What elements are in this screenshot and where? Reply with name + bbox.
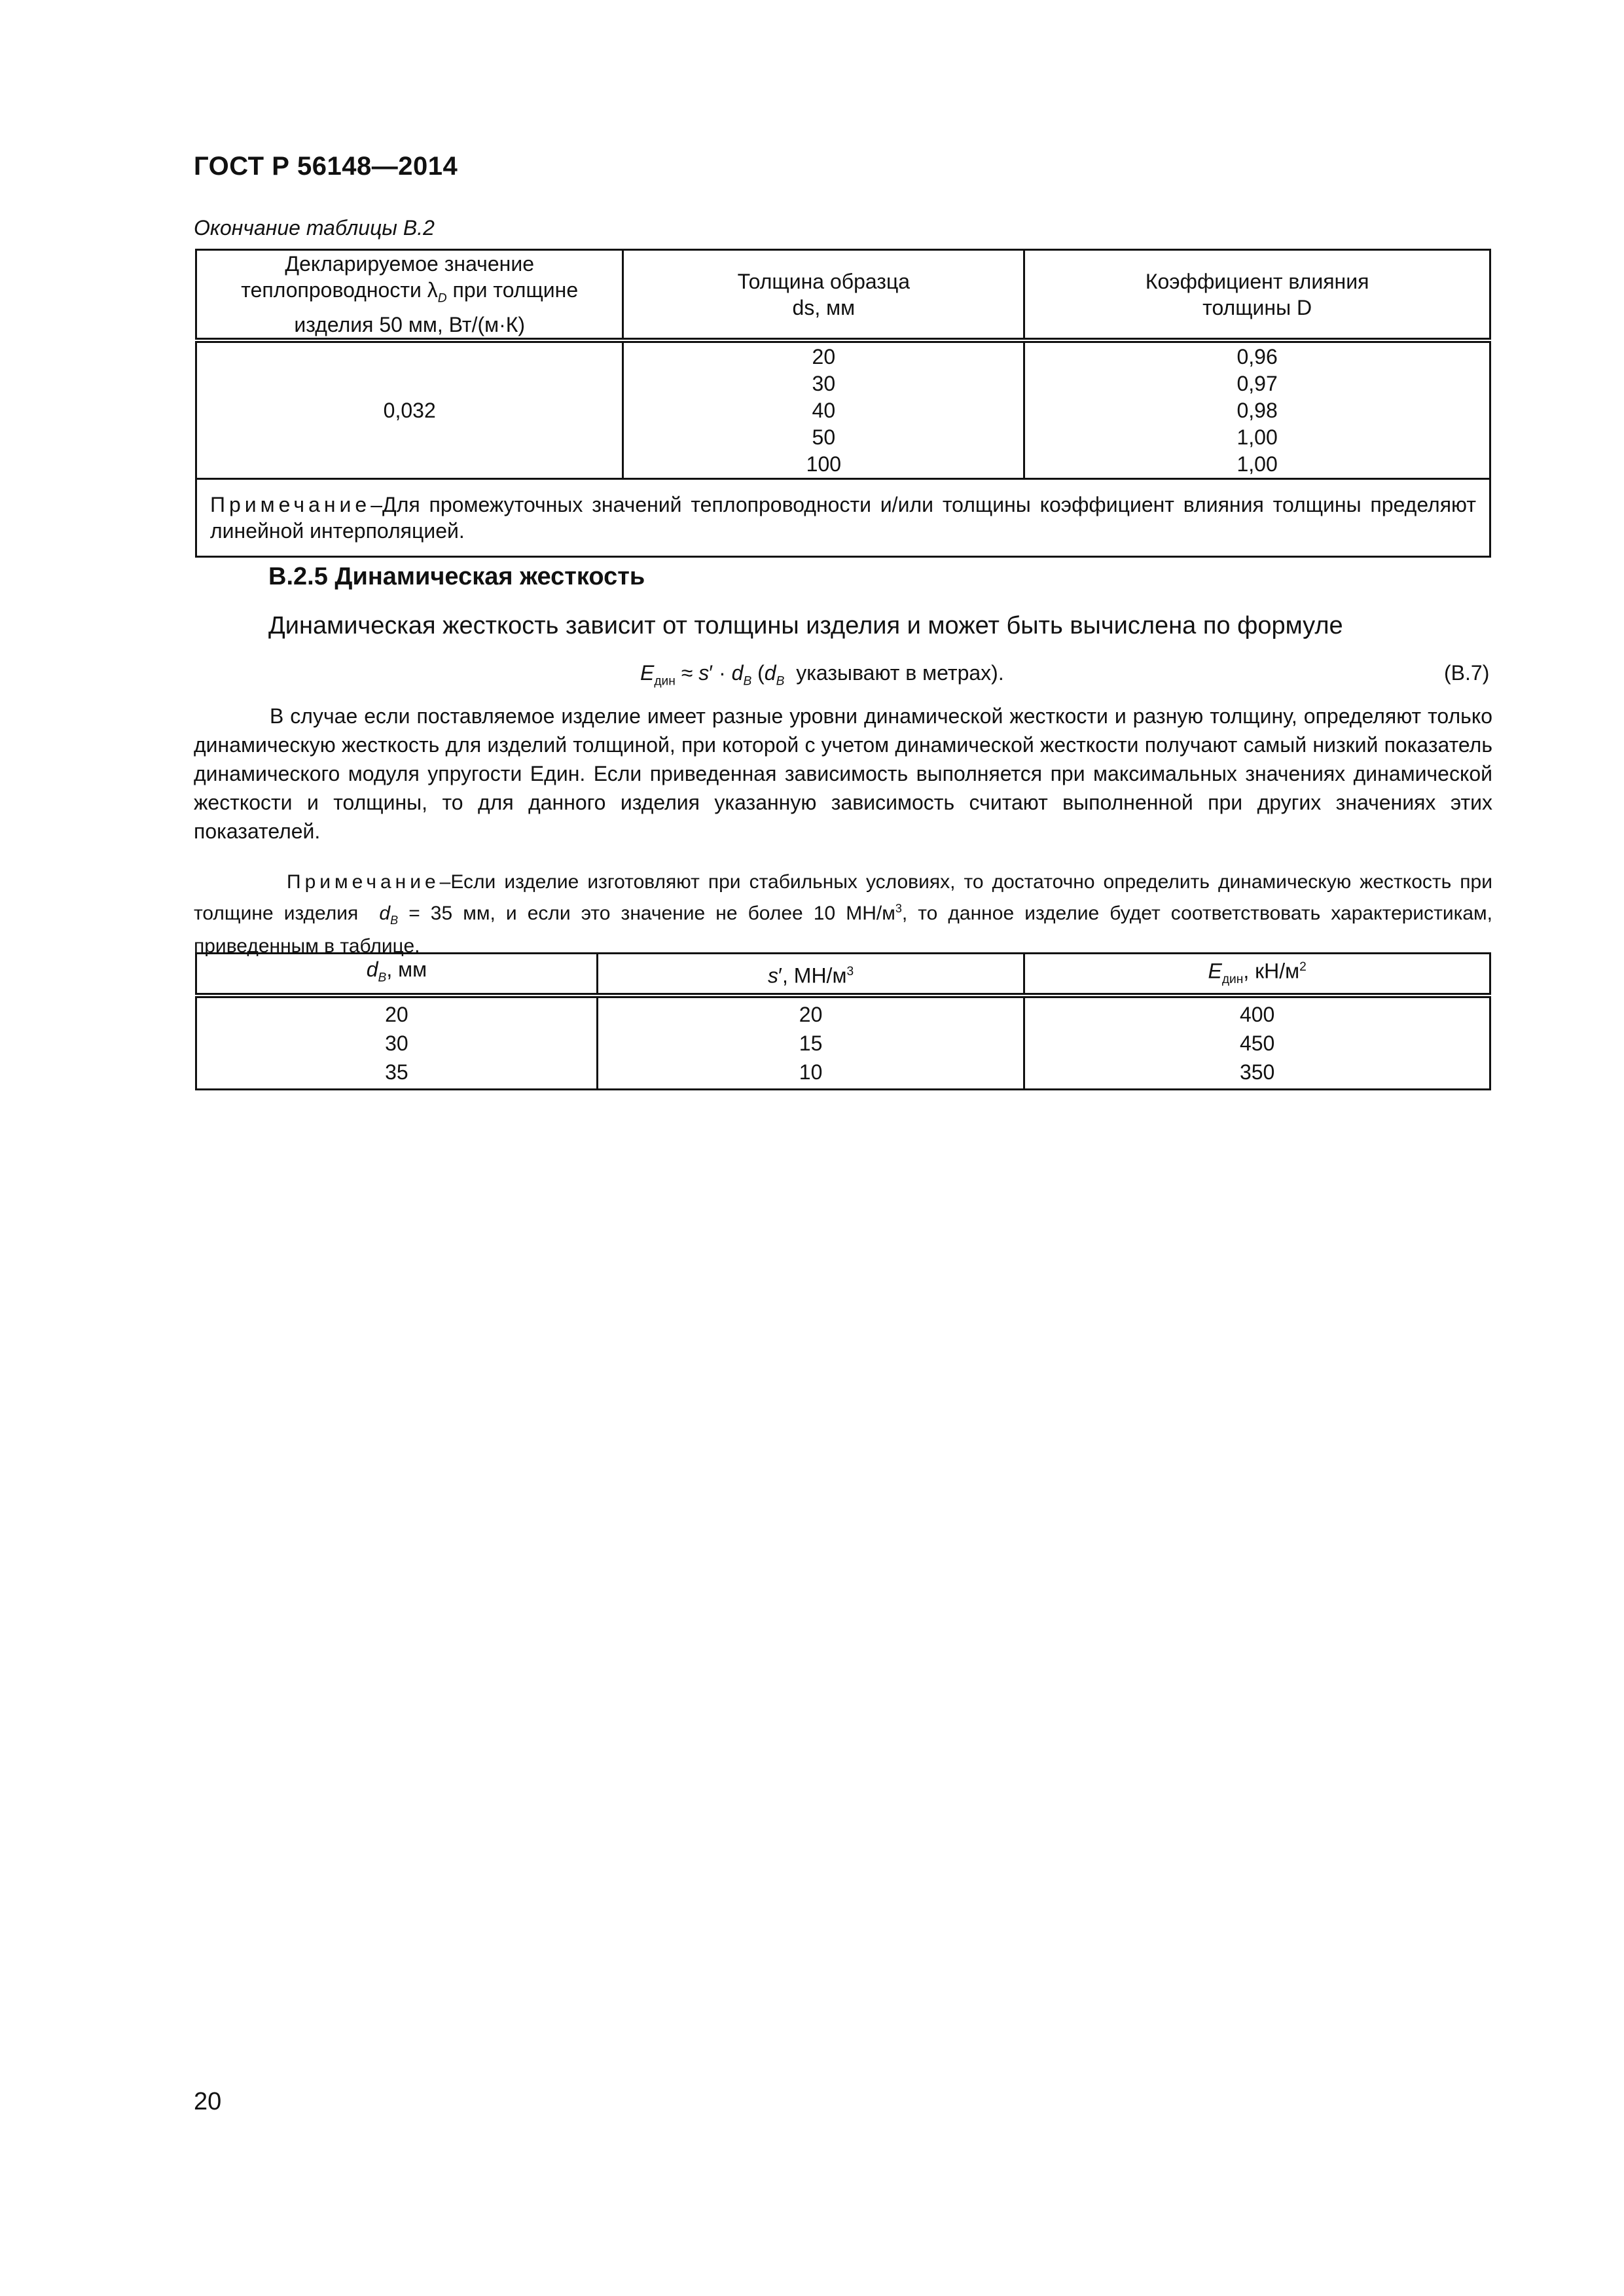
header-modulus: $E_{дин}$, $кН/м^2$ [1024, 954, 1490, 996]
header-stiffness: s′, $МН/м^3$ [597, 954, 1024, 996]
page-number: 20 [194, 2088, 222, 2115]
section-note: Примечание–Если изделие изготовляют при стабильных условиях, то достаточно определить динамическую жесткость при толщине изделия $d_B = 35$ мм, и если это значение не более 10 $МН/м^3$, то данное изделие будет соответствовать характеристикам, приведенным в таблице. [194, 871, 1493, 957]
section-title: В.2.5 Динамическая жесткость [268, 563, 645, 590]
header-lambda-line: теплопроводности $\lambda_D$ при толщине [241, 278, 579, 306]
coefficient-values: 0,96 0,97 0,98 1,00 1,00 [1024, 340, 1490, 479]
header-thickness: $d_B$, мм [196, 954, 598, 996]
dynamic-stiffness-table [195, 952, 1491, 1090]
thickness-column: 20 30 35 [196, 996, 598, 1090]
thermal-coefficient-table [195, 249, 1491, 558]
header-declared-conductivity: Декларируемое значение теплопроводности $\lambda_D$ при толщине изделия 50 мм, Вт/(м·К) [196, 250, 623, 341]
formula-number: (В.7) [1444, 661, 1490, 685]
header-thickness-coefficient: Коэффициент влияния толщины D [1024, 250, 1490, 341]
header-sample-thickness: Толщина образца ds, мм [623, 250, 1024, 341]
table-note: Примечание–Для промежуточных значений теплопроводности и/или толщины коэффициент влияния толщины пределяют линейной интерполяцией. [196, 479, 1490, 557]
lambda-value: 0,032 [196, 340, 623, 479]
document-code: ГОСТ Р 56148—2014 [194, 152, 458, 181]
stiffness-column: 20 15 10 [597, 996, 1024, 1090]
modulus-column: 400 450 350 [1024, 996, 1490, 1090]
table-caption: Окончание таблицы В.2 [194, 216, 435, 240]
section-intro: Динамическая жесткость зависит от толщины изделия и может быть вычислена по формуле [268, 612, 1343, 639]
formula: $E_{дин} \approx s' \cdot d_B$ ($d_B$ указывают в метрах). [640, 661, 1004, 689]
thickness-values: 20 30 40 50 100 [623, 340, 1024, 479]
body-paragraph: В случае если поставляемое изделие имеет разные уровни динамической жесткости и разную толщину, определяют только динамическую жесткость для изделий толщиной, при которой с учетом динамической жесткости получают самый низкий показатель динамического модуля упругости Eдин. Если приведенная зависимость выполняется при максимальных значениях динамической жесткости и толщины, то для данного изделия указанную зависимость считают выполненной при других значениях этих показателей. [194, 704, 1492, 843]
